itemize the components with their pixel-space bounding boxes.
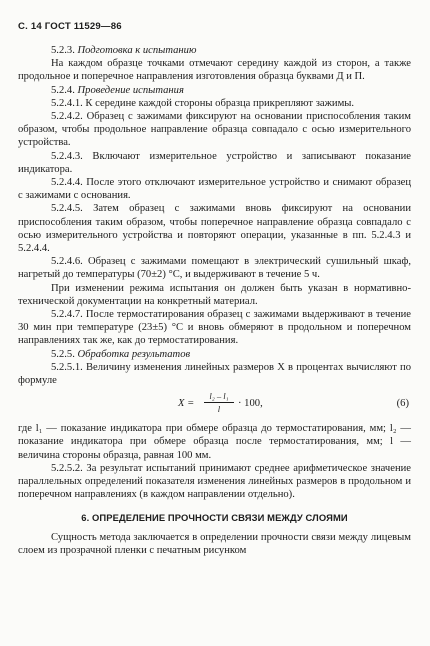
- paragraph-5-2-4-1: 5.2.4.1. К середине каждой стороны образца прикрепляют зажимы.: [51, 97, 355, 109]
- formula-number: (6): [396, 398, 409, 410]
- document-body: [18, 44, 411, 557]
- paragraph-marking: На каждом образце точками отмечают середину каждой из сторон, а также продольное и поперечное направления изготовления образца буквами Д и П.: [18, 58, 411, 83]
- section-6-heading: 6. ОПРЕДЕЛЕНИЕ ПРОЧНОСТИ СВЯЗИ МЕЖДУ СЛОЯМИ: [81, 511, 348, 523]
- subsection-5-2-5-heading: [18, 348, 411, 361]
- formula-denominator: l: [217, 404, 221, 415]
- paragraph-mode-change: При изменении режима испытания он должен быть указан в нормативно-технической документации на конкретный материал.: [18, 282, 411, 307]
- subsection-title: Проведение испытания: [77, 84, 184, 96]
- paragraph-method-essence: Сущность метода заключается в определении прочности связи между лицевым слоем из прозрачной пленки с печатным рисунком: [18, 531, 411, 556]
- formula-numerator: l₂ – l₁: [204, 391, 234, 403]
- subsection-number: 5.2.5.: [51, 348, 75, 360]
- subsection-title: Обработка результатов: [77, 348, 191, 360]
- formula-lhs: X =: [178, 398, 195, 410]
- paragraph-5-2-4-6: 5.2.4.6. Образец с зажимами помещают в электрический сушильный шкаф, нагретый до температуры (70±2) °С, и выдерживают в течение 5 ч.: [18, 256, 411, 281]
- paragraph-5-2-5-1: 5.2.5.1. Величину изменения линейных размеров X в процентах вычисляют по формуле: [18, 361, 411, 387]
- paragraph-5-2-4-5: 5.2.4.5. Затем образец с зажимами вновь фиксируют на основании приспособления таким образом, чтобы поперечное направление образца совпадало с осью измерительного устройства и повторяют операции, указанные в пп. 5.2.4.3 и 5.2.4.4.: [18, 203, 411, 255]
- paragraph-5-2-4-4: 5.2.4.4. После этого отключают измерительное устройство и снимают образец с зажимами с основания.: [18, 177, 411, 202]
- paragraph-5-2-4-2: 5.2.4.2. Образец с зажимами фиксируют на основании приспособления таким образом, чтобы продольное направление образца совпадало с осью измерительного устройства.: [18, 111, 411, 149]
- paragraph-5-2-4-3: 5.2.4.3. Включают измерительное устройство и записывают показание индикатора.: [18, 150, 411, 175]
- page-header: С. 14 ГОСТ 11529—86: [18, 21, 122, 32]
- formula-6: [18, 390, 411, 418]
- subsection-5-2-4-heading: [18, 84, 411, 97]
- subsection-title: Подготовка к испытанию: [77, 45, 197, 56]
- subsection-5-2-3-heading: [18, 44, 411, 57]
- formula-fraction: [204, 391, 234, 414]
- subsection-number: 5.2.4.: [51, 84, 75, 96]
- paragraph-where: где l₁ — показание индикатора при обмере образца до термостатирования, мм; l₂ — показание индикатора при обмере образца после термостатирования, мм; l — величина стороны образца, равная 100 мм.: [18, 423, 411, 461]
- subsection-number: 5.2.3.: [51, 45, 75, 56]
- paragraph-5-2-5-2: 5.2.5.2. За результат испытаний принимают среднее арифметическое значение параллельных определений показателя изменения линейных размеров в продольном и поперечном направлениях (в каждом направлении отдельно).: [18, 462, 411, 501]
- formula-rhs: · 100,: [238, 398, 263, 410]
- paragraph-5-2-4-7: 5.2.4.7. После термостатирования образец с зажимами выдерживают в течение 30 мин при температуре (23±5) °С и вновь обмеряют в продольном и поперечном направлениях так же, как до термостатирования.: [18, 309, 411, 347]
